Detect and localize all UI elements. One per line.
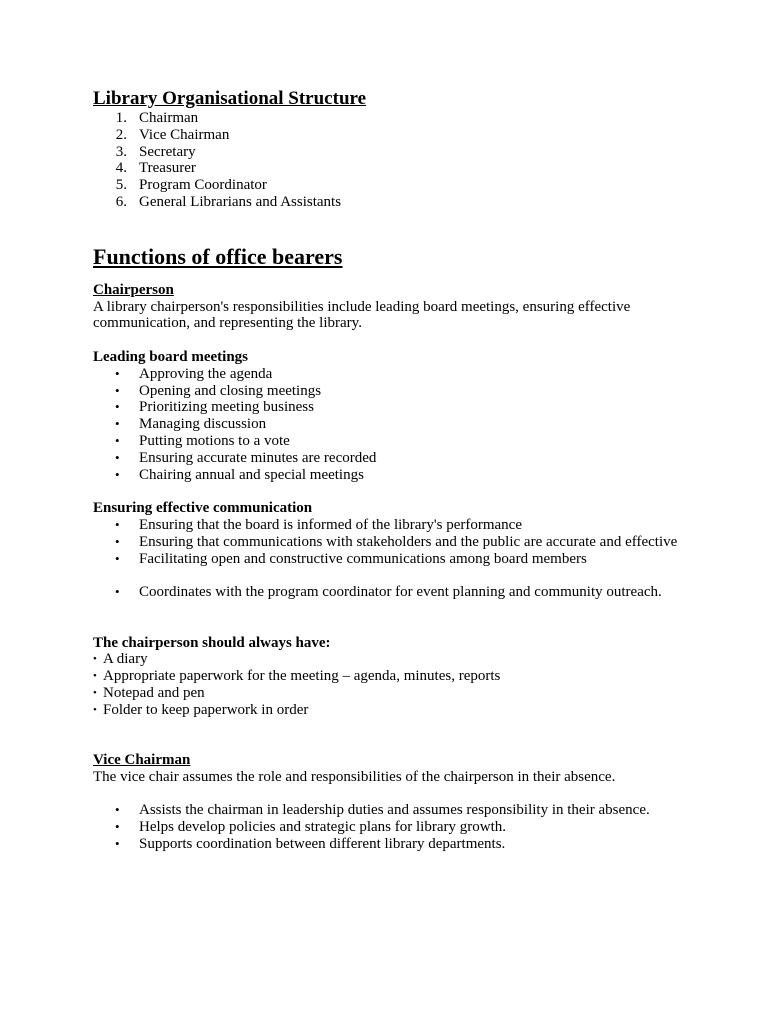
- structure-list: [93, 110, 683, 211]
- leading-list: [93, 366, 683, 484]
- chairperson-intro: A library chairperson's responsibilities include leading board meetings, ensuring effective communication, and representing the library.: [93, 298, 631, 332]
- list-item: • Supports coordination between different library departments.: [115, 836, 506, 853]
- list-item: • Ensuring that the board is informed of the library's performance: [115, 516, 522, 533]
- list-item: • Assists the chairman in leadership duties and assumes responsibility in their absence.: [115, 802, 650, 819]
- list-item: • Prioritizing meeting business: [115, 399, 314, 416]
- list-item: • Notepad and pen: [93, 684, 205, 701]
- list-item: • Putting motions to a vote: [115, 432, 290, 449]
- vice-intro: The vice chair assumes the role and responsibilities of the chairperson in their absence.: [93, 768, 616, 785]
- list-item: • Managing discussion: [115, 416, 267, 433]
- list-item: • Facilitating open and constructive communications among board members: [115, 550, 587, 567]
- functions-title: Functions of office bearers: [93, 243, 343, 269]
- communication-list: [93, 517, 683, 567]
- list-item: • Coordinates with the program coordinator for event planning and community outreach.: [115, 584, 662, 601]
- list-item: 1. Chairman: [115, 110, 199, 126]
- leading-heading: Leading board meetings: [93, 348, 249, 365]
- coordination-list: [93, 584, 683, 601]
- list-item: 4. Treasurer: [115, 160, 196, 177]
- list-item: 3. Secretary: [115, 143, 196, 160]
- list-item: • A diary: [93, 651, 148, 668]
- list-item: • Ensuring that communications with stakeholders and the public are accurate and effective: [115, 533, 678, 550]
- list-item: • Chairing annual and special meetings: [115, 466, 364, 483]
- list-item: 6. General Librarians and Assistants: [115, 193, 342, 210]
- vice-list: [93, 802, 683, 852]
- chairperson-heading: Chairperson: [93, 281, 174, 298]
- should-have-heading: The chairperson should always have:: [93, 634, 331, 651]
- document-page: [93, 88, 683, 853]
- list-item: • Appropriate paperwork for the meeting – agenda, minutes, reports: [93, 668, 501, 685]
- communication-heading: Ensuring effective communication: [93, 500, 313, 517]
- list-item: • Approving the agenda: [115, 365, 273, 382]
- list-item: • Helps develop policies and strategic plans for library growth.: [115, 819, 506, 836]
- structure-title: Library Organisational Structure: [93, 88, 367, 109]
- list-item: • Ensuring accurate minutes are recorded: [115, 449, 377, 466]
- list-item: 5. Program Coordinator: [115, 177, 267, 194]
- list-item: • Folder to keep paperwork in order: [93, 701, 309, 718]
- should-have-list: [93, 651, 683, 718]
- list-item: 2. Vice Chairman: [115, 126, 230, 143]
- vice-heading: Vice Chairman: [93, 752, 191, 769]
- list-item: • Opening and closing meetings: [115, 382, 322, 399]
